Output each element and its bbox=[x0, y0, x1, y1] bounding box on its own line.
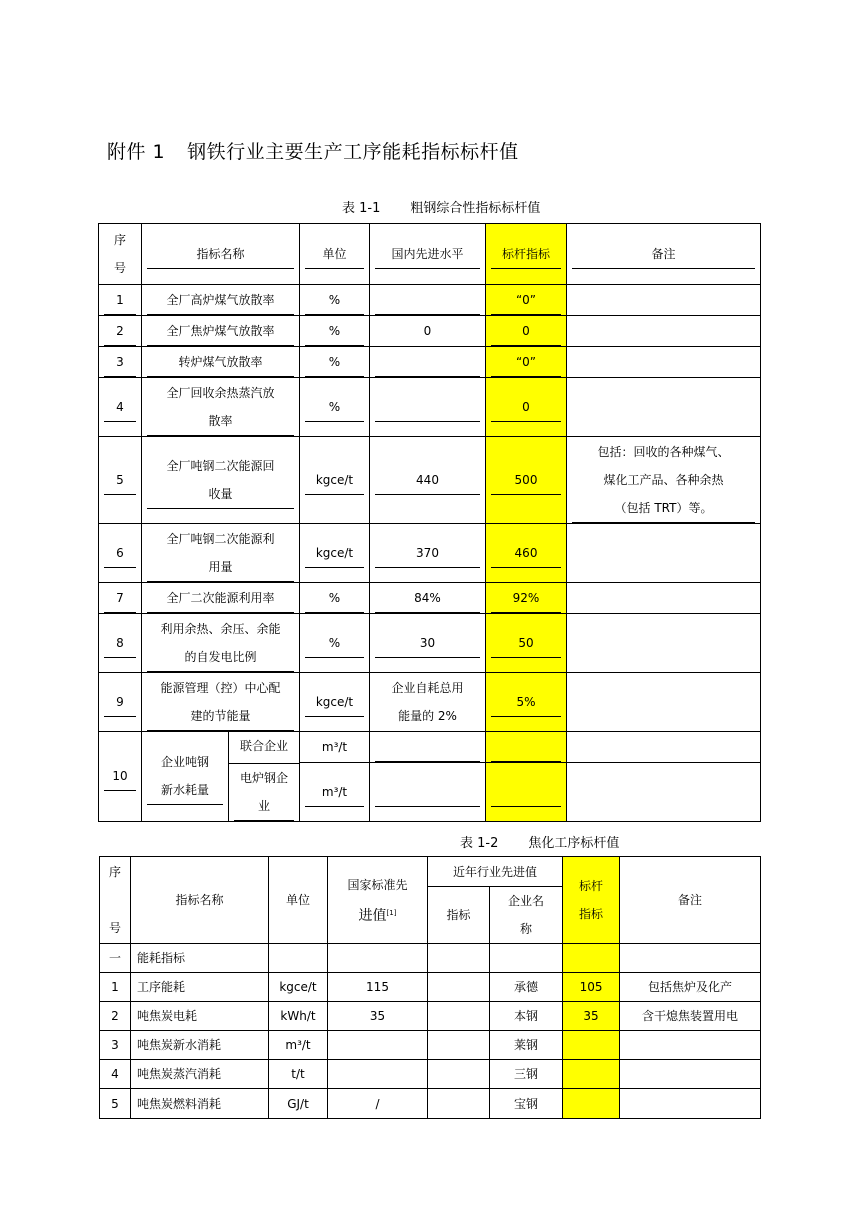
table-cell bbox=[567, 614, 761, 673]
table-cell: 105 bbox=[563, 973, 620, 1002]
table-cell: % bbox=[300, 378, 370, 437]
header-name: 指标名称 bbox=[142, 224, 300, 285]
table-cell: % bbox=[300, 316, 370, 347]
table-cell: 能源管理（控）中心配 建的节能量 bbox=[142, 673, 300, 732]
table-cell bbox=[563, 1089, 620, 1119]
table-cell: 含干熄焦装置用电 bbox=[620, 1002, 761, 1031]
table-cell: 10 bbox=[99, 732, 142, 822]
table-row bbox=[99, 614, 761, 673]
table1-header-row bbox=[99, 224, 761, 285]
table-row bbox=[100, 1089, 761, 1119]
table-row bbox=[99, 524, 761, 583]
header-domestic: 国内先进水平 bbox=[370, 224, 486, 285]
table-cell bbox=[620, 1089, 761, 1119]
table-cell: % bbox=[300, 285, 370, 316]
table-cell: 1 bbox=[100, 973, 131, 1002]
table-row bbox=[99, 285, 761, 316]
table-cell: / bbox=[328, 1089, 428, 1119]
table-cell: “0” bbox=[486, 285, 567, 316]
table-cell: 企业吨钢 新水耗量 联合企业 电炉钢企 业 bbox=[142, 732, 300, 822]
table-cell: 企业自耗总用 能量的 2% bbox=[370, 673, 486, 732]
table-cell bbox=[428, 973, 490, 1002]
table1-caption-text: 粗钢综合性指标标杆值 bbox=[410, 201, 541, 216]
table-row bbox=[99, 732, 761, 763]
table-cell bbox=[567, 673, 761, 732]
table-cell bbox=[563, 1031, 620, 1060]
table-cell: 近年行业先进值 bbox=[428, 857, 563, 887]
table-cell: m³/t bbox=[300, 763, 370, 822]
table-cell: 0 bbox=[486, 316, 567, 347]
table-cell: 0 bbox=[370, 316, 486, 347]
table-cell: 460 bbox=[486, 524, 567, 583]
table-row bbox=[99, 583, 761, 614]
table-cell bbox=[428, 1031, 490, 1060]
table-cell: 三钢 bbox=[490, 1060, 563, 1089]
header-unit: 单位 bbox=[300, 224, 370, 285]
table-cell: t/t bbox=[269, 1060, 328, 1089]
table2-caption-text: 焦化工序标杆值 bbox=[528, 836, 620, 851]
table-cell bbox=[620, 944, 761, 973]
table-cell: m³/t bbox=[300, 732, 370, 763]
table-cell: 全厂吨钢二次能源回 收量 bbox=[142, 437, 300, 524]
table-cell: 承德 bbox=[490, 973, 563, 1002]
table-cell: 92% bbox=[486, 583, 567, 614]
table-cell: 7 bbox=[99, 583, 142, 614]
table-cell: 4 bbox=[100, 1060, 131, 1089]
table-cell bbox=[567, 524, 761, 583]
table-cell: 国家标准先 进值[1] bbox=[328, 857, 428, 944]
table-cell: 吨焦炭燃料消耗 bbox=[131, 1089, 269, 1119]
table-cell bbox=[620, 1031, 761, 1060]
table-cell: “0” bbox=[486, 347, 567, 378]
table-row bbox=[100, 1060, 761, 1089]
table-cell bbox=[428, 1060, 490, 1089]
table-cell bbox=[486, 763, 567, 822]
table-cell bbox=[567, 763, 761, 822]
table-cell bbox=[620, 1060, 761, 1089]
table-cell bbox=[428, 944, 490, 973]
table-cell: 本钢 bbox=[490, 1002, 563, 1031]
table-cell bbox=[567, 732, 761, 763]
table-cell: 500 bbox=[486, 437, 567, 524]
header-note: 备注 bbox=[567, 224, 761, 285]
table-cell: 序 号 bbox=[100, 857, 131, 944]
table-row bbox=[100, 1031, 761, 1060]
table-cell: % bbox=[300, 583, 370, 614]
table-cell bbox=[563, 1060, 620, 1089]
table-cell: 8 bbox=[99, 614, 142, 673]
table-cell bbox=[370, 285, 486, 316]
table-row bbox=[100, 973, 761, 1002]
table-cell: 能耗指标 bbox=[131, 944, 269, 973]
table-cell: 一 bbox=[100, 944, 131, 973]
table-cell bbox=[567, 285, 761, 316]
table-cell: % bbox=[300, 347, 370, 378]
table-row bbox=[99, 378, 761, 437]
table-cell: 50 bbox=[486, 614, 567, 673]
table-cell: 指标 bbox=[428, 887, 490, 944]
table-cell bbox=[490, 944, 563, 973]
table-cell: 440 bbox=[370, 437, 486, 524]
table-cell: kgce/t bbox=[300, 673, 370, 732]
table-cell: 35 bbox=[563, 1002, 620, 1031]
table-row bbox=[99, 673, 761, 732]
table-cell: 标杆 指标 bbox=[563, 857, 620, 944]
table2 bbox=[99, 856, 761, 1119]
header-benchmark: 标杆指标 bbox=[486, 224, 567, 285]
table-cell: 吨焦炭新水消耗 bbox=[131, 1031, 269, 1060]
table-cell: 备注 bbox=[620, 857, 761, 944]
table-cell: kWh/t bbox=[269, 1002, 328, 1031]
table-cell: 2 bbox=[100, 1002, 131, 1031]
table-cell bbox=[486, 732, 567, 763]
table-cell bbox=[563, 944, 620, 973]
attachment-label: 附件 1 bbox=[107, 141, 166, 163]
table-cell bbox=[328, 944, 428, 973]
table-cell: 30 bbox=[370, 614, 486, 673]
table-cell: 利用余热、余压、余能 的自发电比例 bbox=[142, 614, 300, 673]
table-cell: 单位 bbox=[269, 857, 328, 944]
table-cell bbox=[567, 347, 761, 378]
table-cell: % bbox=[300, 614, 370, 673]
table-cell: 2 bbox=[99, 316, 142, 347]
table-cell bbox=[370, 347, 486, 378]
table-cell: 3 bbox=[100, 1031, 131, 1060]
table-cell: kgce/t bbox=[300, 524, 370, 583]
table-row bbox=[99, 347, 761, 378]
header-no: 序 号 bbox=[99, 224, 142, 285]
table-cell: 包括：回收的各种煤气、 煤化工产品、各种余热 （包括 TRT）等。 bbox=[567, 437, 761, 524]
table-cell: 转炉煤气放散率 bbox=[142, 347, 300, 378]
table1 bbox=[98, 223, 761, 822]
table-cell: 莱钢 bbox=[490, 1031, 563, 1060]
table-cell: 全厂二次能源利用率 bbox=[142, 583, 300, 614]
document-title bbox=[107, 137, 519, 164]
table-cell: 5 bbox=[99, 437, 142, 524]
table-cell: 工序能耗 bbox=[131, 973, 269, 1002]
table2-section-row bbox=[100, 944, 761, 973]
table-cell: 6 bbox=[99, 524, 142, 583]
table-cell: 84% bbox=[370, 583, 486, 614]
table2-caption bbox=[460, 832, 619, 851]
table2-header-row bbox=[100, 857, 761, 887]
table-cell bbox=[370, 378, 486, 437]
table-cell bbox=[567, 378, 761, 437]
table-cell: 5% bbox=[486, 673, 567, 732]
table-cell: kgce/t bbox=[269, 973, 328, 1002]
table-cell: 宝钢 bbox=[490, 1089, 563, 1119]
table-cell: kgce/t bbox=[300, 437, 370, 524]
table-cell: 指标名称 bbox=[131, 857, 269, 944]
table-cell: 3 bbox=[99, 347, 142, 378]
table-cell: 0 bbox=[486, 378, 567, 437]
table-row bbox=[99, 316, 761, 347]
table-cell bbox=[370, 763, 486, 822]
table-cell: 35 bbox=[328, 1002, 428, 1031]
table-cell: 115 bbox=[328, 973, 428, 1002]
table-cell: 全厂焦炉煤气放散率 bbox=[142, 316, 300, 347]
table-cell: 370 bbox=[370, 524, 486, 583]
table-cell: 4 bbox=[99, 378, 142, 437]
table-cell: 包括焦炉及化产 bbox=[620, 973, 761, 1002]
table-cell bbox=[370, 732, 486, 763]
table1-caption bbox=[342, 197, 540, 216]
table-row bbox=[99, 437, 761, 524]
table-cell: m³/t bbox=[269, 1031, 328, 1060]
table-cell bbox=[567, 316, 761, 347]
table-cell bbox=[428, 1089, 490, 1119]
table-cell: GJ/t bbox=[269, 1089, 328, 1119]
table-cell bbox=[428, 1002, 490, 1031]
table-cell: 5 bbox=[100, 1089, 131, 1119]
table-cell bbox=[328, 1060, 428, 1089]
table-cell: 全厂回收余热蒸汽放 散率 bbox=[142, 378, 300, 437]
table-cell bbox=[567, 583, 761, 614]
table-cell bbox=[269, 944, 328, 973]
table-cell: 企业名 称 bbox=[490, 887, 563, 944]
table-cell: 全厂吨钢二次能源利 用量 bbox=[142, 524, 300, 583]
table-cell: 9 bbox=[99, 673, 142, 732]
table-cell: 1 bbox=[99, 285, 142, 316]
table-cell: 吨焦炭电耗 bbox=[131, 1002, 269, 1031]
table-cell bbox=[328, 1031, 428, 1060]
table-row bbox=[100, 1002, 761, 1031]
table2-caption-number: 表 1-2 bbox=[460, 836, 499, 851]
table1-caption-number: 表 1-1 bbox=[342, 201, 381, 216]
table-cell: 全厂高炉煤气放散率 bbox=[142, 285, 300, 316]
document-title-text: 钢铁行业主要生产工序能耗指标标杆值 bbox=[187, 141, 519, 163]
table-cell: 吨焦炭蒸汽消耗 bbox=[131, 1060, 269, 1089]
